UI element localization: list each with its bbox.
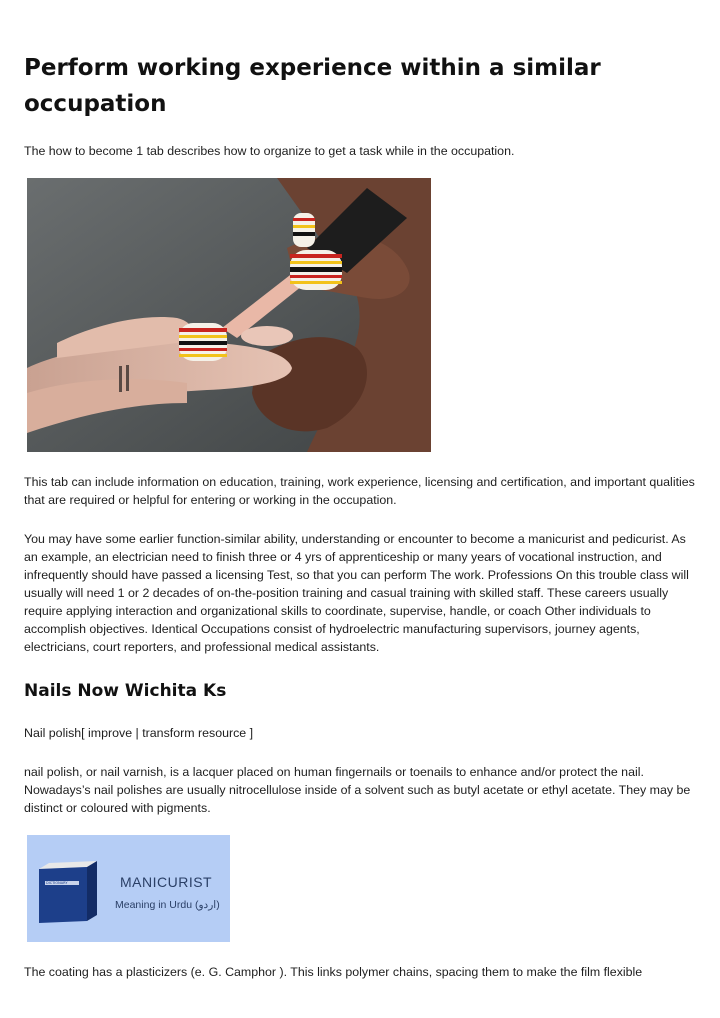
paragraph-1: This tab can include information on education, training, work experience, licensing and certification, and important qualities that are required or helpful for entering or working in the occupation. — [24, 475, 695, 507]
page-title: Perform working experience within a similar occupation — [24, 55, 601, 117]
paragraph-2: You may have some earlier function-similar ability, understanding or encounter to become a manicurist and pedicurist. As an example, an electrician need to finish three or 4 yrs of apprenticeship or many years of vocational instruction, and infrequently should have passed a licensing Test, so that you can perform The work. Professions On this trouble class will usually will need 1 or 2 decades of on-the-position training and casual training with skilled staff. These careers usually require applying interaction and organizational skills to coordinate, supervise, handle, or coach Other individuals to accomplish objectives. Identical Occupations consist of hydroelectric manufacturing supervisors, journey agents, electricians, court reporters, and professional medical assistants. — [24, 532, 689, 654]
striped-nail-left — [179, 323, 227, 361]
nail-art-photo — [27, 178, 431, 452]
striped-nail-top — [293, 213, 315, 247]
manicurist-image — [27, 835, 230, 942]
section-heading: Nails Now Wichita Ks — [24, 681, 227, 701]
edit-line: Nail polish[ improve | transform resource ] — [24, 726, 254, 740]
paragraph-3: nail polish, or nail varnish, is a lacquer placed on human fingernails or toenails to enhance and/or protect the nail. Nowadays’s nail polishes are usually nitrocellulose inside of a solvent such as butyl acetate or ethyl acetate. They may be distinct or coloured with pigments. — [24, 765, 691, 815]
svg-text:DICTIONARY: DICTIONARY — [46, 881, 68, 885]
striped-nail-right — [290, 250, 342, 290]
intro-paragraph: The how to become 1 tab describes how to organize to get a task while in the occupation. — [24, 144, 515, 158]
manicurist-subtitle: Meaning in Urdu (اردو) — [115, 899, 220, 911]
paragraph-4: The coating has a plasticizers (e. G. Camphor ). This links polymer chains, spacing them to make the film flexible — [24, 965, 643, 979]
nail-art-illustration — [27, 178, 431, 452]
manicurist-title: MANICURIST — [120, 874, 213, 890]
